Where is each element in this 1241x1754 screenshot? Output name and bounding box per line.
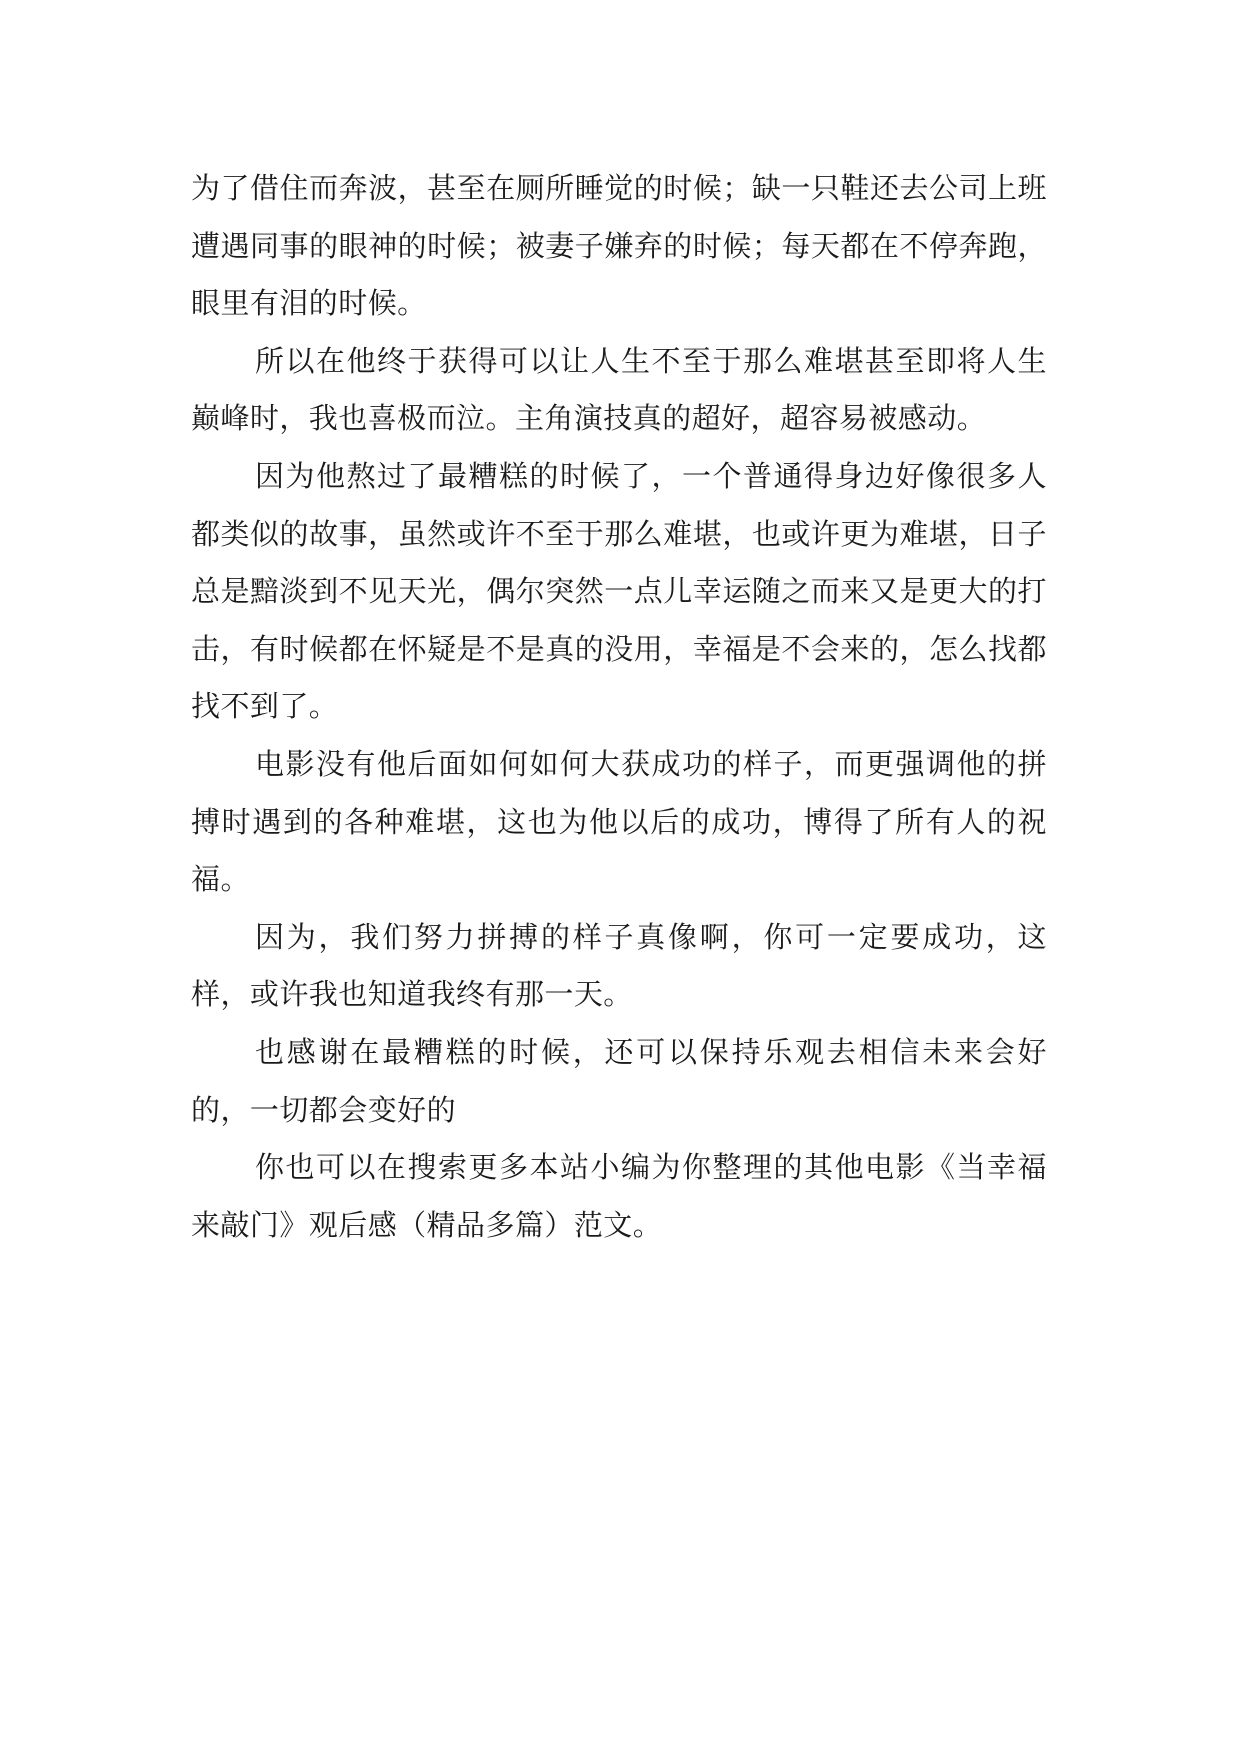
paragraph-3: 因为他熬过了最糟糕的时候了，一个普通得身边好像很多人都类似的故事，虽然或许不至于那么难堪，也或许更为难堪，日子总是黯淡到不见天光，偶尔突然一点儿幸运随之而来又是更大的打击，有时候都在怀疑是不是真的没用，幸福是不会来的，怎么找都找不到了。	[191, 458, 1047, 724]
paragraph-5: 因为，我们努力拼搏的样子真像啊，你可一定要成功，这样，或许我也知道我终有那一天。	[191, 919, 1047, 1012]
document-body	[191, 160, 1047, 1254]
paragraph-2: 所以在他终于获得可以让人生不至于那么难堪甚至即将人生巅峰时，我也喜极而泣。主角演技真的超好，超容易被感动。	[191, 343, 1047, 436]
paragraph-6: 也感谢在最糟糕的时候，还可以保持乐观去相信未来会好的，一切都会变好的	[191, 1034, 1047, 1127]
paragraph-7: 你也可以在搜索更多本站小编为你整理的其他电影《当幸福来敲门》观后感（精品多篇）范文。	[191, 1150, 1047, 1242]
paragraph-1: 为了借住而奔波，甚至在厕所睡觉的时候；缺一只鞋还去公司上班遭遇同事的眼神的时候；被妻子嫌弃的时候；每天都在不停奔跑，眼里有泪的时候。	[191, 171, 1047, 321]
paragraph-4: 电影没有他后面如何如何大获成功的样子，而更强调他的拼搏时遇到的各种难堪，这也为他以后的成功，博得了所有人的祝福。	[191, 746, 1047, 897]
